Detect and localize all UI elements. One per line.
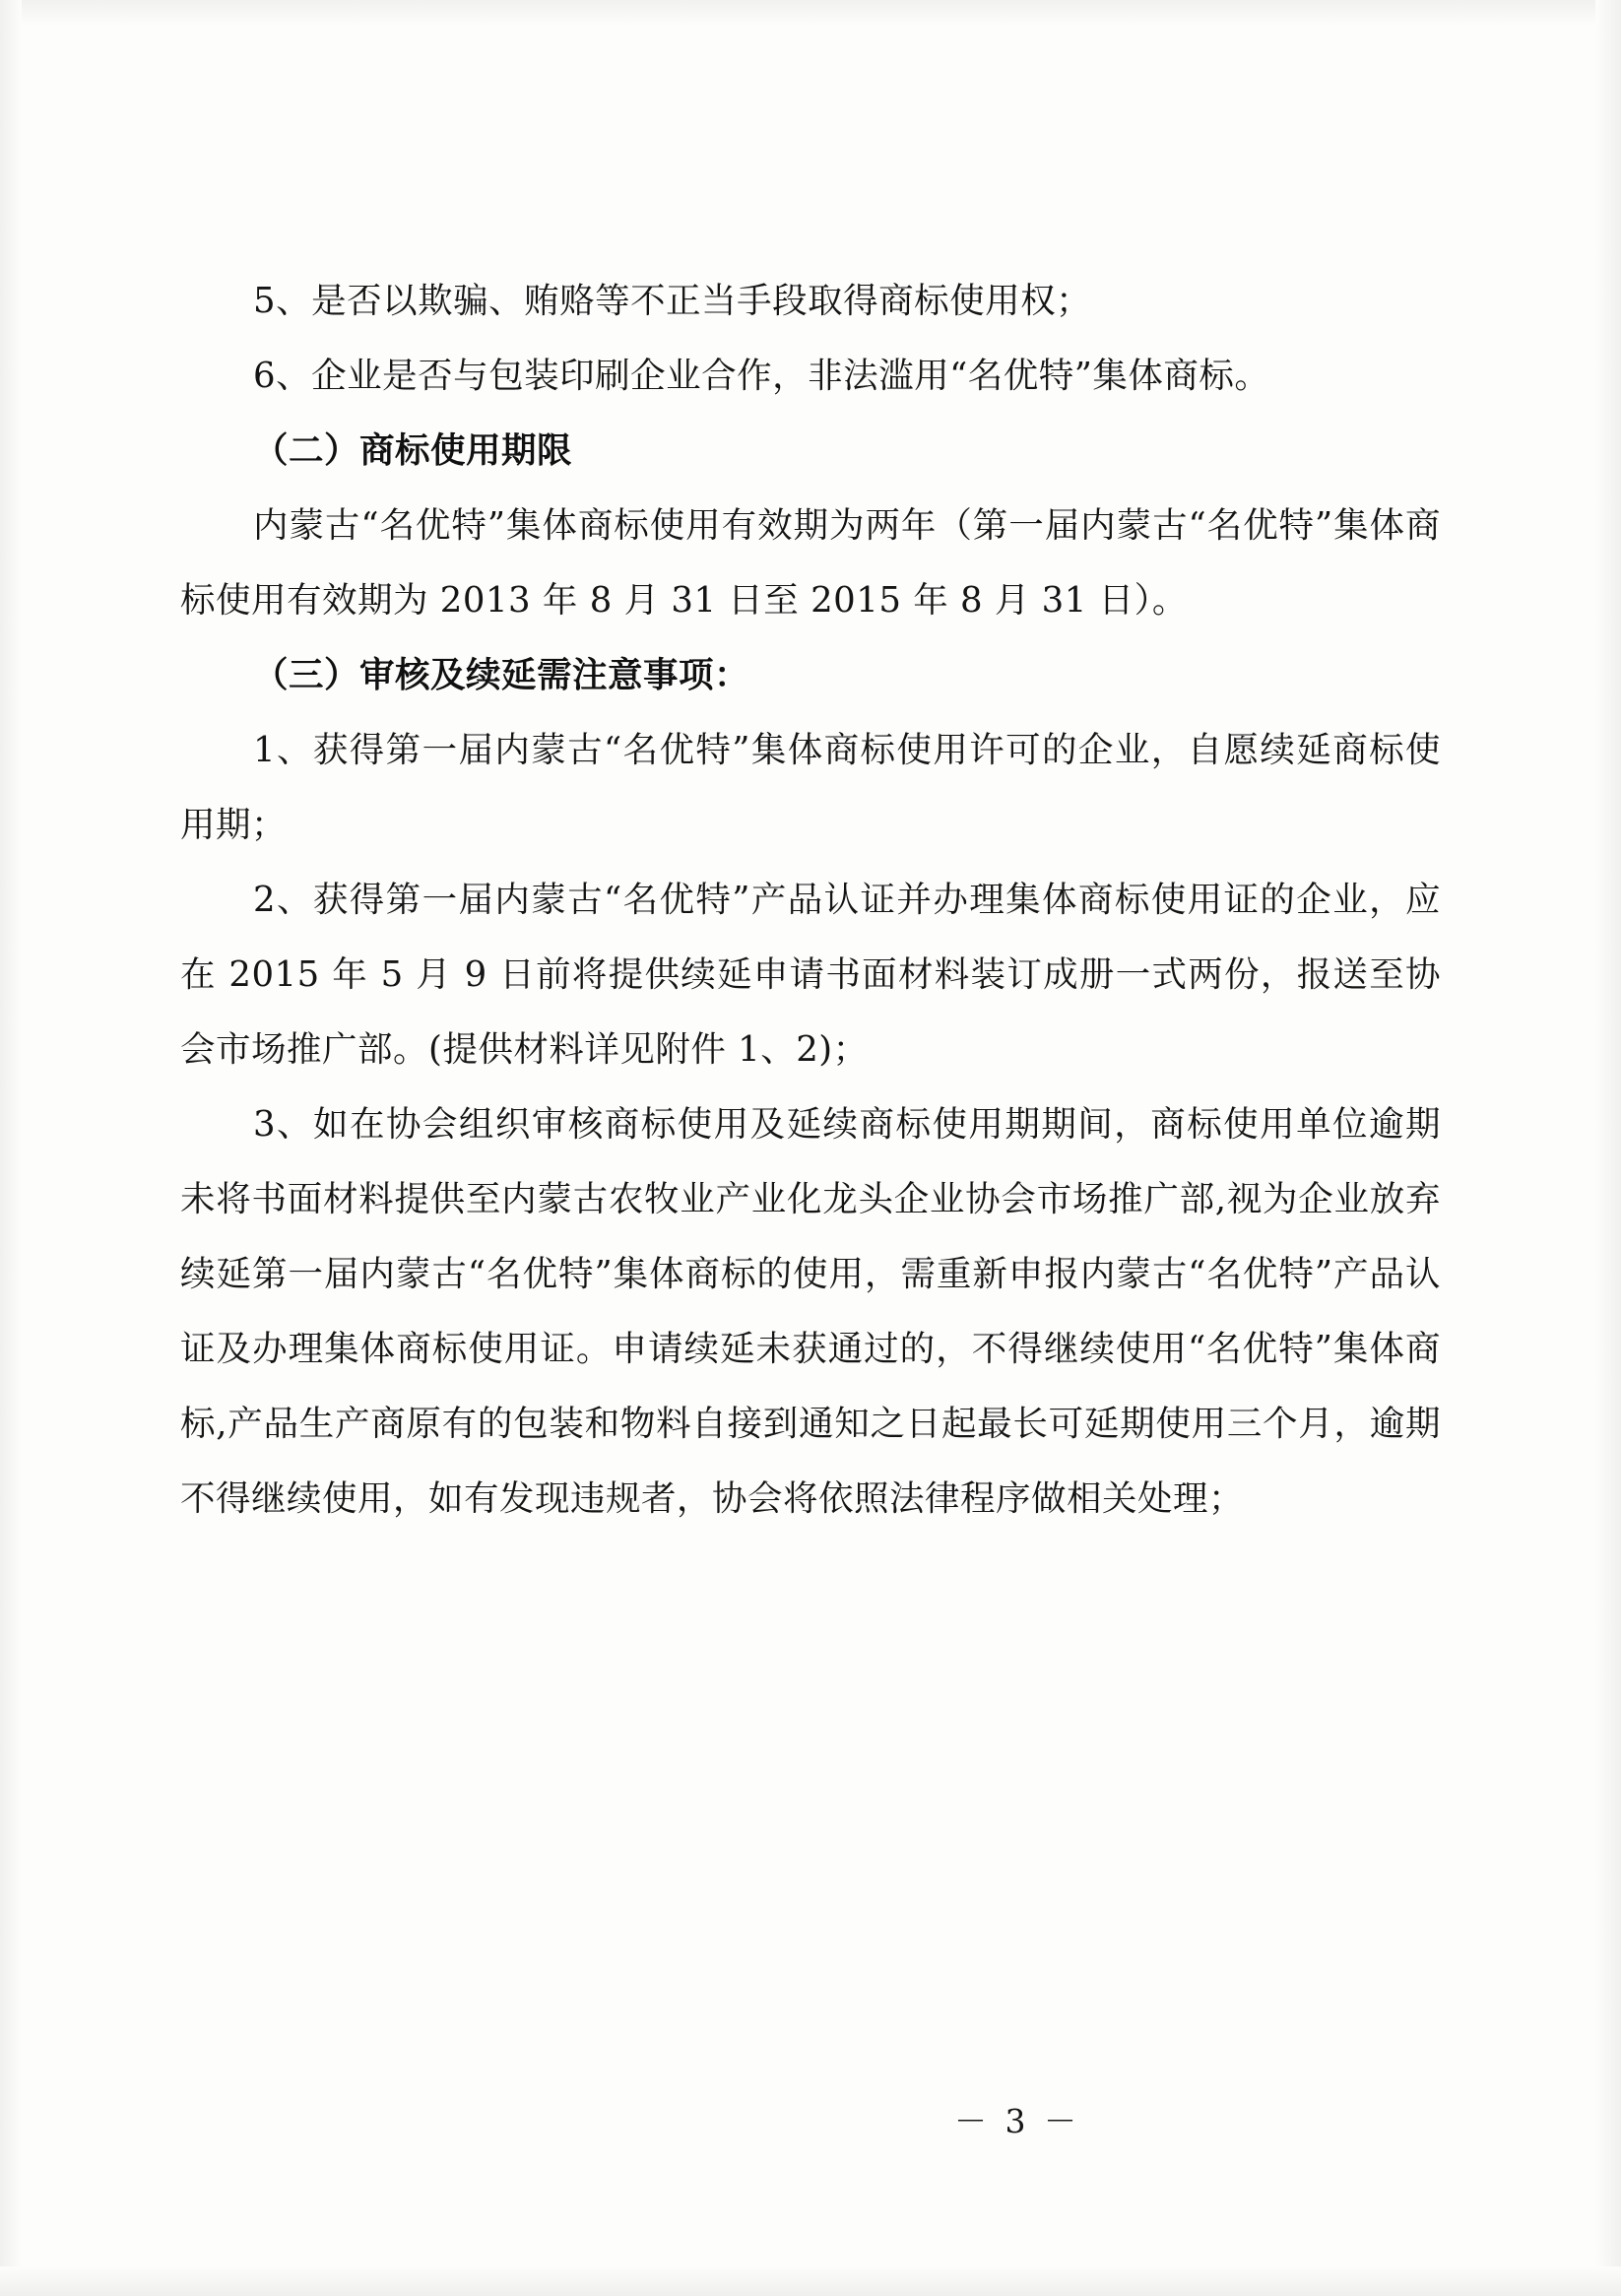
list-item: 6、企业是否与包装印刷企业合作，非法滥用“名优特”集体商标。 bbox=[253, 356, 1270, 396]
paragraph-trademark-term: 内蒙古“名优特”集体商标使用有效期为两年（第一届内蒙古“名优特”集体商标使用有效期为 2013 年 8 月 31 日至 2015 年 8 月 31 日）。 bbox=[180, 505, 1441, 621]
list-item: 5、是否以欺骗、贿赂等不正当手段取得商标使用权； bbox=[253, 281, 1092, 321]
list-item: 2、获得第一届内蒙古“名优特”产品认证并办理集体商标使用证的企业，应在 2015 年 5 月 9 日前将提供续延申请书面材料装订成册一式两份，报送至协会市场推广部。(提供材料详见附件 1、2)； bbox=[180, 880, 1441, 1070]
page-edge-shadow-top bbox=[0, 0, 1621, 26]
list-item: 1、获得第一届内蒙古“名优特”集体商标使用许可的企业，自愿续延商标使用期； bbox=[180, 730, 1441, 845]
list-item: 3、如在协会组织审核商标使用及延续商标使用期期间，商标使用单位逾期未将书面材料提供至内蒙古农牧业产业化龙头企业协会市场推广部,视为企业放弃续延第一届内蒙古“名优特”集体商标的使用，需重新申报内蒙古“名优特”产品认证及办理集体商标使用证。申请续延未获通过的，不得继续使用“名优特”集体商标,产品生产商原有的包装和物料自接到通知之日起最长可延期使用三个月，逾期不得继续使用，如有发现违规者，协会将依照法律程序做相关处理； bbox=[180, 1104, 1441, 1519]
section-heading-three: （三）审核及续延需注意事项： bbox=[253, 655, 750, 695]
page-edge-shadow-right bbox=[1595, 0, 1621, 2296]
page-edge-shadow-left bbox=[0, 0, 22, 2296]
page-edge-shadow-bottom bbox=[0, 2266, 1621, 2296]
section-heading-two: （二）商标使用期限 bbox=[253, 430, 573, 471]
page-number: － 3 － bbox=[954, 2102, 1080, 2140]
document-body bbox=[180, 264, 1441, 1537]
